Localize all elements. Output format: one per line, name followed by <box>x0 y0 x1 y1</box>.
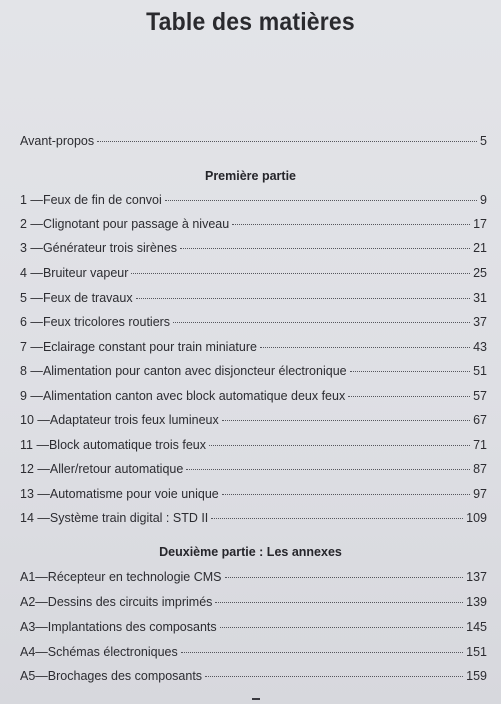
toc-entry <box>20 241 487 259</box>
entry-page: 109 <box>466 511 487 525</box>
entry-number: 8 <box>20 364 27 378</box>
entry-dash: — <box>35 620 48 634</box>
entry-dash: — <box>26 241 43 255</box>
toc-entry <box>20 364 487 382</box>
toc-entry <box>20 266 487 284</box>
entry-number: 3 <box>20 241 27 255</box>
entry-page: 151 <box>466 645 487 659</box>
entry-page: 71 <box>473 438 487 452</box>
entry-number: 4 <box>20 266 27 280</box>
dot-leader <box>232 224 470 225</box>
entry-number: 9 <box>20 389 27 403</box>
entry-dash: — <box>26 389 43 403</box>
entry-dash: — <box>33 511 50 525</box>
dot-leader <box>165 200 477 201</box>
dot-leader <box>211 518 463 519</box>
toc-entry <box>20 595 487 613</box>
toc-entry <box>20 413 487 431</box>
entry-number: 1 <box>20 193 27 207</box>
entry-page: 5 <box>480 134 487 148</box>
entry-page: 25 <box>473 266 487 280</box>
entry-number: A1 <box>20 570 36 584</box>
dot-leader <box>220 627 464 628</box>
entry-page: 87 <box>473 462 487 476</box>
entry-label: Block automatique trois feux <box>48 438 206 452</box>
entry-dash: — <box>32 438 49 452</box>
entry-page: 137 <box>466 570 487 584</box>
entry-page: 67 <box>473 413 487 427</box>
entry-number: 7 <box>20 340 27 354</box>
dot-leader <box>136 298 471 299</box>
entry-number: A3 <box>20 620 36 634</box>
page-title: Table des matières <box>146 8 355 36</box>
entry-dash: — <box>35 595 48 609</box>
toc-entry <box>20 193 487 211</box>
toc-entry-foreword <box>20 134 487 152</box>
dot-leader <box>260 347 470 348</box>
entry-dash: — <box>26 291 43 305</box>
entry-page: 17 <box>473 217 487 231</box>
entry-label: Eclairage constant pour train miniature <box>42 340 257 354</box>
entry-dash: — <box>33 413 50 427</box>
entry-page: 97 <box>473 487 487 501</box>
entry-dash: — <box>26 193 43 207</box>
entry-number: 2 <box>20 217 27 231</box>
entry-label: Feux tricolores routiers <box>42 315 171 329</box>
entry-page: 139 <box>466 595 487 609</box>
dot-leader <box>205 676 463 677</box>
entry-label: Aller/retour automatique <box>49 462 184 476</box>
entry-dash: — <box>33 487 50 501</box>
entry-number: A4 <box>20 645 36 659</box>
entry-number: 12 <box>20 462 34 476</box>
toc-entry <box>20 315 487 333</box>
entry-label: Dessins des circuits imprimés <box>47 595 213 609</box>
entry-label: Brochages des composants <box>47 669 203 683</box>
section-heading-part1: Première partie <box>204 169 297 183</box>
entry-label: Avant-propos <box>20 134 95 148</box>
toc-entry <box>20 645 487 663</box>
entry-label: Schémas électroniques <box>47 645 178 659</box>
entry-page: 31 <box>473 291 487 305</box>
entry-number: A2 <box>20 595 36 609</box>
toc-entry <box>20 217 487 235</box>
toc-entry <box>20 291 487 309</box>
entry-dash: — <box>26 340 43 354</box>
dot-leader <box>181 652 463 653</box>
entry-number: 13 <box>20 487 34 501</box>
entry-dash: — <box>35 669 48 683</box>
toc-entry <box>20 340 487 358</box>
entry-dash: — <box>26 364 43 378</box>
folio-mark <box>252 698 260 700</box>
dot-leader <box>350 371 471 372</box>
entry-page: 145 <box>466 620 487 634</box>
entry-label: Implantations des composants <box>47 620 217 634</box>
entry-label: Feux de travaux <box>42 291 133 305</box>
entry-label: Automatisme pour voie unique <box>49 487 219 501</box>
entry-page: 9 <box>480 193 487 207</box>
entry-dash: — <box>26 266 43 280</box>
entry-number: 14 <box>20 511 34 525</box>
entry-dash: — <box>33 462 50 476</box>
entry-dash: — <box>35 645 48 659</box>
entry-page: 51 <box>473 364 487 378</box>
dot-leader <box>173 322 470 323</box>
entry-page: 37 <box>473 315 487 329</box>
dot-leader <box>225 577 464 578</box>
entry-label: Feux de fin de convoi <box>42 193 162 207</box>
entry-label: Clignotant pour passage à niveau <box>42 217 230 231</box>
entry-number: A5 <box>20 669 36 683</box>
entry-page: 21 <box>473 241 487 255</box>
entry-number: 11 <box>20 438 33 452</box>
toc-entry <box>20 511 487 529</box>
dot-leader <box>348 396 470 397</box>
entry-dash: — <box>35 570 48 584</box>
dot-leader <box>180 248 470 249</box>
dot-leader <box>186 469 470 470</box>
entry-number: 6 <box>20 315 27 329</box>
entry-label: Adaptateur trois feux lumineux <box>49 413 219 427</box>
dot-leader <box>222 420 470 421</box>
dot-leader <box>97 141 477 142</box>
toc-entry <box>20 462 487 480</box>
entry-page: 159 <box>466 669 487 683</box>
dot-leader <box>215 602 463 603</box>
toc-entry <box>20 487 487 505</box>
dot-leader <box>222 494 470 495</box>
entry-page: 43 <box>473 340 487 354</box>
entry-label: Récepteur en technologie CMS <box>47 570 222 584</box>
toc-entry <box>20 389 487 407</box>
toc-entry <box>20 620 487 638</box>
entry-label: Générateur trois sirènes <box>42 241 178 255</box>
entry-number: 5 <box>20 291 27 305</box>
entry-label: Alimentation canton avec block automatique deux feux <box>42 389 346 403</box>
toc-entry <box>20 438 487 456</box>
section-heading-part2: Deuxième partie : Les annexes <box>159 545 342 559</box>
toc-entry <box>20 669 487 687</box>
entry-label: Alimentation pour canton avec disjoncteur électronique <box>42 364 347 378</box>
dot-leader <box>131 273 470 274</box>
entry-label: Bruiteur vapeur <box>42 266 129 280</box>
entry-dash: — <box>26 217 43 231</box>
entry-dash: — <box>26 315 43 329</box>
toc-entry <box>20 570 487 588</box>
entry-label: Système train digital : STD II <box>49 511 209 525</box>
entry-page: 57 <box>473 389 487 403</box>
dot-leader <box>209 445 470 446</box>
entry-number: 10 <box>20 413 34 427</box>
